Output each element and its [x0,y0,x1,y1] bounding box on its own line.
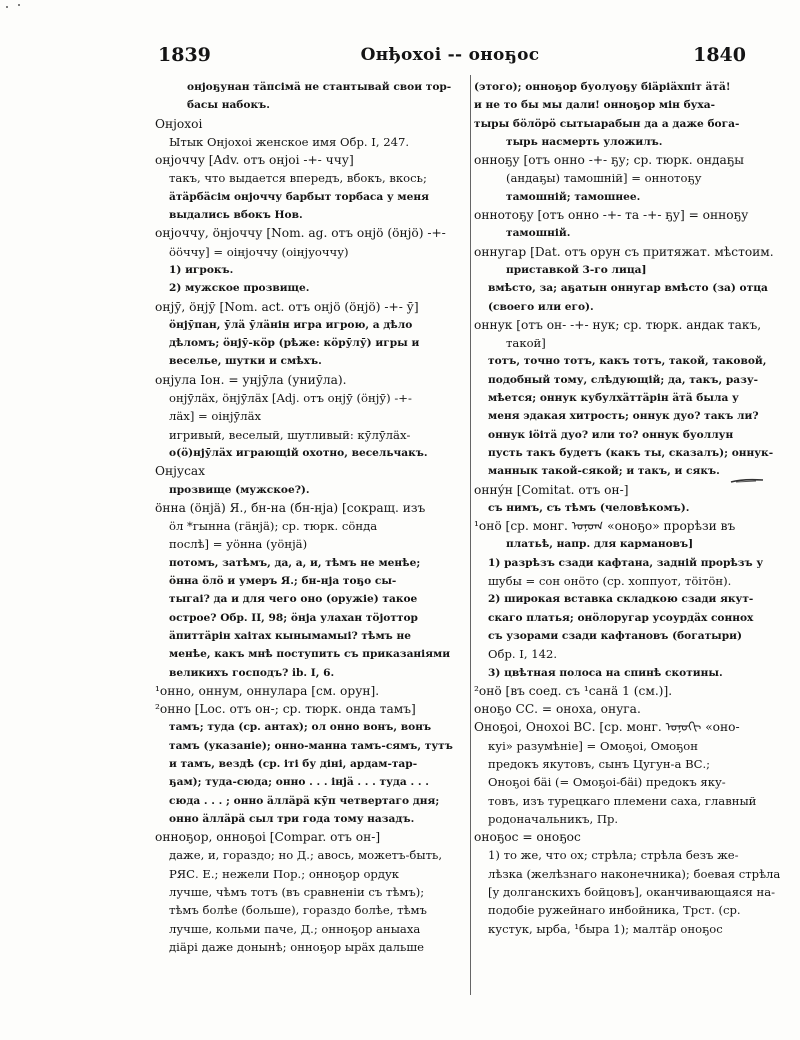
text-line: лäх] = оінјӯлäх [169,409,262,424]
text-line: выдались вбокъ Нов. [169,209,303,222]
scan-speck [6,6,8,8]
page-header [150,44,750,70]
text-line: басы набокъ. [187,99,270,112]
text-line: онну́н [Comitat. отъ он-] [474,482,629,497]
text-line: оноҕо СС. = оноха, онуга. [474,702,641,717]
text-line: öнна (öнјä) Я., бн-на (бн-нја) [сокращ. изъ [155,500,426,515]
text-line: скаго платья; онöлоругар усоурдäх сонноx [488,611,754,624]
text-line: маннык такой-сякой; и такъ, и сякъ. [488,465,720,478]
text-line: онноҕу [отъ онно -+- ҕу; ср. тюрк. ондаҕы [474,153,744,168]
text-line: Ытык Онјохоі женское имя Обр. I, 247. [169,134,410,149]
text-line: дѣломъ; öнјӯ-кöр (рѣже: кöрӯлӯ) игры и [169,337,420,350]
pencil-mark [730,478,764,484]
text-line: (этого); онноҕор буолуоҕу біäріäхпіт äтä! [474,81,731,93]
text-line: оннотоҕу [отъ онно -+- та -+- ҕу] = онноҕу [474,208,749,223]
text-line: съ узорами сзади кафтановъ (богатыри) [488,629,743,642]
text-line: äпиттäрін хаітах кынымамыі? тѣмъ не [169,629,411,642]
text-line: лѣзка (желѣзнаго наконечника); боевая стрѣла [488,866,781,881]
text-line: товъ, изъ турецкаго племени саха, главный [488,793,757,808]
text-line: игривый, веселый, шутливый: кӯлӯлäх- [169,427,411,442]
text-line: веселье, шутки и смѣхъ. [169,355,322,368]
text-line: äтäрбäсім онјоччу барбыт торбаса у меня [169,190,429,203]
text-line: Онјусах [155,464,206,479]
text-line: лучше, чѣмъ тотъ (въ сравненіи съ тѣмъ); [169,885,425,900]
text-line: тамъ (указаніе); онно-манна тамъ-сямъ, тутъ [169,739,453,752]
text-line: приставкой 3-го лица] [506,263,647,276]
column-divider [470,75,471,995]
text-line: 1) то же, что ох; стрѣла; стрѣла безъ же- [488,848,739,863]
text-line: діäрі даже донынѣ; онноҕор ырäх дальше [169,939,424,954]
text-line: 1) игрокъ. [169,263,234,276]
text-line: оннук іöітä дуо? или то? оннук буоллун [488,428,734,441]
text-line: тамошній; тамошнее. [506,190,641,203]
text-line: платьѣ, напр. для кармановъ] [506,538,694,551]
text-line: 2) мужское прозвище. [169,282,310,295]
text-line: Оноҕоі бäі (= Омоҕоі-бäі) предокъ яку- [488,775,726,790]
text-line: такъ, что выдается впередъ, вбокъ, вкось; [169,171,427,186]
text-line: öл *гынна (гäнјä); ср. тюрк. сöнда [169,519,378,534]
text-line: пусть такъ будетъ (какъ ты, сказалъ); оннук- [488,446,774,459]
text-line: öнјӯпан, ӯлä ӯлäнін игра игрою, а дѣло [169,318,413,331]
text-line: онјӯлäх, öнјӯлäх [Adj. отъ онјӯ (öнјӯ) -+- [169,391,412,406]
text-line: такой] [506,336,546,351]
text-line: оноҕос = оноҕос [474,830,581,845]
text-line: и тамъ, вездѣ (ср. іті бу діні, ардам-тар- [169,757,418,770]
text-line: онјоччу [Adv. отъ онјоі -+- ччу] [155,153,354,168]
text-line: онјула Іон. = унјӯла (униӯла). [155,372,347,387]
text-line: 3) цвѣтная полоса на спинѣ скотины. [488,666,723,679]
text-line: тыры бöлöрö сытыарабын да а даже бога- [474,117,740,130]
text-line: великихъ господъ? ib. I, 6. [169,666,335,679]
page-number-right: 1840 [693,44,746,66]
text-line: предокъ якутовъ, сынъ Цугун-а ВС.; [488,756,711,771]
text-line: съ нимъ, съ тѣмъ (человѣкомъ). [488,501,690,514]
text-line: онјоччу, öнјоччу [Nom. ag. отъ онјö (öнјö) -+- [155,226,446,241]
text-line: острое? Обр. II, 98; öнја улахан тöјоттор [169,611,418,624]
text-line: тамъ; туда (ср. антах); ол онно вонъ, вонъ [169,721,432,734]
text-line: Онјохоі [155,116,203,131]
text-line: сюда . . . ; онно äллäрä кӯп четвертаго дня; [169,794,440,807]
text-line: лучше, кольми паче, Д.; онноҕор аныаха [169,921,421,936]
text-line: подобіе ружейнаго инбойника, Трст. (ср. [488,903,741,918]
text-line: кустук, ырба, ¹быра 1); малтäр оноҕос [488,921,723,936]
text-line: родоначальникъ, Пр. [488,811,619,826]
text-line: куі» разумѣніе] = Омоҕоі, Омоҕон [488,738,698,753]
text-line: тыгаі? да и для чего оно (оружіе) такое [169,593,418,606]
text-line: потомъ, затѣмъ, да, а, и, тѣмъ не менѣе; [169,556,421,569]
text-line: и не то бы мы дали! онноҕор мін буха- [474,99,716,112]
scan-speck [18,4,20,6]
text-line: ²онно [Loc. отъ он-; ср. тюрк. онда тамъ] [155,702,416,717]
text-line: подобный тому, слѣдующій; да, такъ, разу- [488,373,759,386]
text-line: вмѣсто, за; аҕатын оннугар вмѣсто (за) отца [488,282,768,295]
text-line: ööччу] = оінјоччу (оінјуоччу) [169,244,349,259]
text-line: менѣе, какъ мнѣ поступить съ приказаніями [169,648,451,661]
text-line: Оноҕоі, Онохоі ВС. [ср. монг. ᠣᠨᠣᠬᠢ «оно- [474,720,740,735]
text-line: оннук [отъ он- -+- нук; ср. тюрк. андак такъ, [474,317,762,332]
text-line: (своего или его). [488,300,594,313]
text-line: о(ö)нјӯлäх играющій охотно, весельчакъ. [169,446,428,459]
page-number-left: 1839 [158,44,211,66]
text-line: Обр. I, 142. [488,647,558,662]
text-line: ²онö [въ соед. съ ¹санä 1 (см.)]. [474,683,673,698]
text-line: тамошній. [506,227,571,240]
text-line: мѣется; оннук кубулхäттäрін äтä была у [488,392,739,405]
text-line: меня эдакая хитрость; оннук дуо? такъ ли? [488,410,759,423]
text-line: РЯС. Е.; нежели Пор.; онноҕор ордук [169,866,400,881]
text-line: тѣмъ болѣе (больше), гораздо болѣе, тѣмъ [169,903,427,918]
right-column [474,78,781,938]
text-line: послѣ] = уöнна (уöнјä) [169,537,308,552]
text-line: оннугар [Dat. отъ орун съ притяжат. мѣстоим. [474,244,774,259]
text-line: ҕам); туда-сюда; онно . . . інјä . . . туда . . . [169,776,429,789]
text-line: öнна öлö и умеръ Я.; бн-нја тоҕо сы- [169,575,397,588]
text-line: [у долганскихъ бойцовъ], оканчивающаяся на- [488,885,776,900]
text-line: тырь насмерть уложилъ. [506,135,663,148]
text-line: (андаҕы) тамошній] = оннотоҕу [506,171,702,186]
text-line: ¹онö [ср. монг. ᠣᠨᠣᠭ «оноҕо» прорѣзи въ [474,519,736,534]
text-line: даже, и, гораздо; но Д.; авось, можетъ-быть, [169,848,443,863]
text-line: онноҕор, онноҕоі [Compar. отъ он-] [155,830,381,845]
text-line: ¹онно, оннум, оннулара [см. орун]. [155,683,380,698]
text-line: тотъ, точно тотъ, какъ тотъ, такой, таковой, [488,355,767,368]
text-line: онно äллäрä сыл три года тому назадъ. [169,812,415,825]
running-title: Онђохоі -- оноҕос [360,45,540,65]
text-line: шубы = сон онöто (ср. хоппуот, тöітöн). [488,574,732,589]
text-line: прозвище (мужское?). [169,483,310,496]
text-line: онјоҕунан тäпсімä не стантывай свои тор- [187,81,452,93]
left-column [155,78,462,956]
text-line: 1) разрѣзъ сзади кафтана, задній прорѣзъ у [488,556,764,569]
text-line: 2) широкая вставка складкою сзади якут- [488,593,754,606]
text-line: онјӯ, öнјӯ [Nom. act. отъ онјö (öнјö) -+- ӯ] [155,299,419,314]
